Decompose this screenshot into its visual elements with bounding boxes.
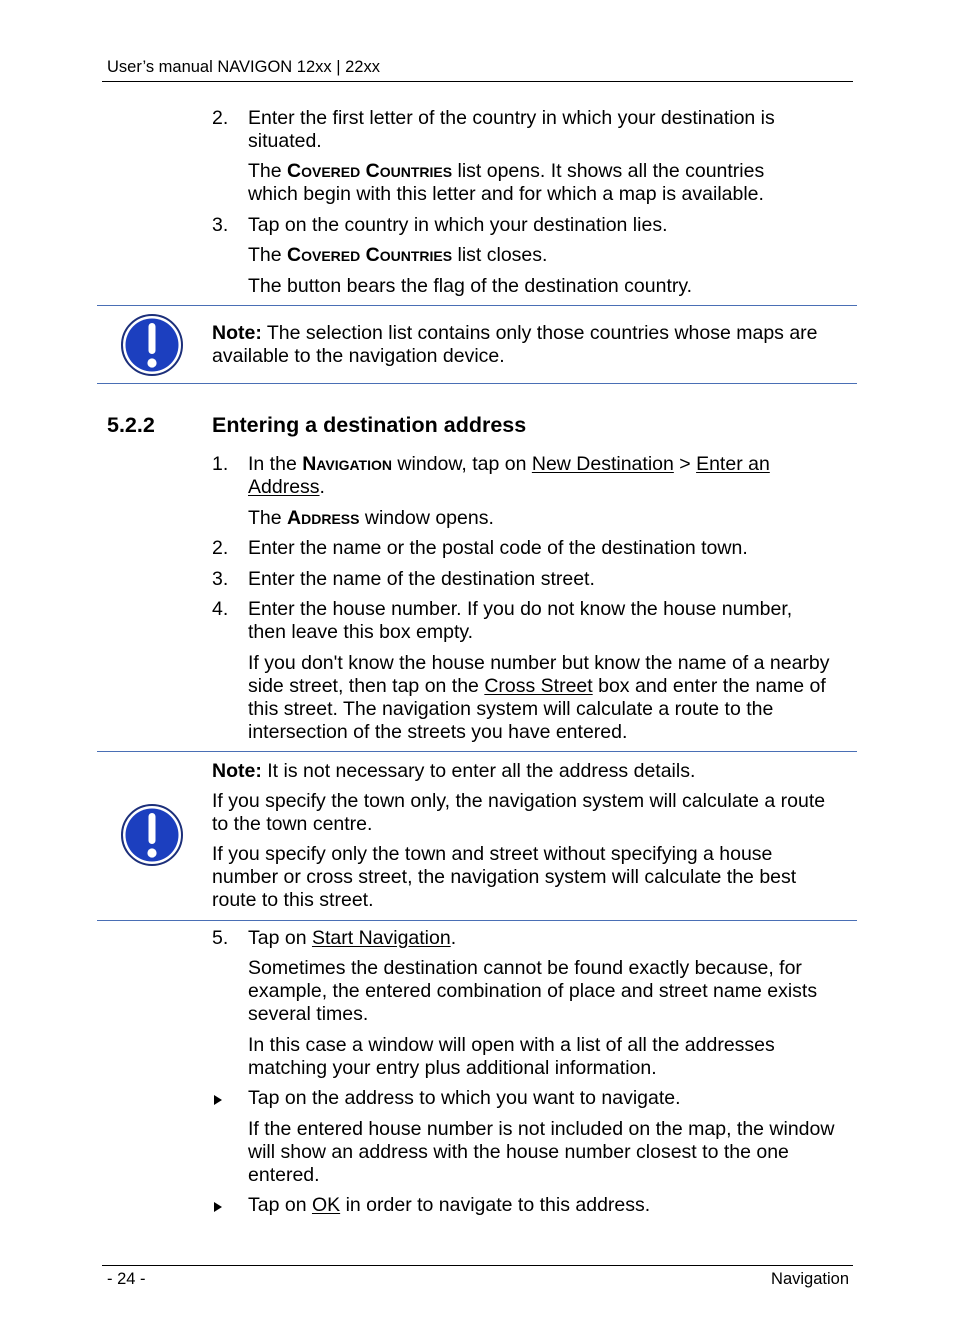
text-line: situated. (248, 130, 322, 152)
step-number: 3. (212, 568, 229, 590)
text: Tap on (248, 927, 312, 949)
start-navigation-button-ref: Start Navigation (311, 927, 451, 949)
text-line (248, 476, 770, 499)
step-text (248, 927, 456, 950)
text-line: Enter the house number. If you do not know the house number, (248, 598, 793, 620)
text-line: If you specify the town only, the navigation system will calculate a route (212, 790, 826, 812)
text-line: will show an address with the house number closest to the one (248, 1141, 789, 1163)
text-line: to the town centre. (212, 813, 373, 835)
step-text (248, 598, 792, 644)
note-text (212, 322, 818, 368)
bullet-text (248, 1194, 650, 1217)
note-paragraph (212, 843, 796, 912)
window-name: Covered Countries (287, 160, 453, 182)
triangle-bullet-icon (214, 1095, 222, 1105)
text-line: Sometimes the destination cannot be found exactly because, for (248, 957, 802, 979)
paragraph (248, 160, 764, 206)
text: box and enter the name of (592, 675, 826, 697)
text-line: If you specify only the town and street without specifying a house (212, 843, 773, 865)
step-text: Enter the name of the destination street. (248, 568, 595, 590)
text: The (248, 507, 288, 529)
note-label: Note: (212, 760, 262, 782)
paragraph (248, 507, 494, 530)
text-line: In this case a window will open with a list of all the addresses (248, 1034, 775, 1056)
note-rule-top (97, 751, 857, 752)
text: In the (248, 453, 303, 475)
window-name: Covered Countries (287, 244, 453, 266)
text-line: this street. The navigation system will calculate a route to the (248, 698, 774, 720)
text: side street, then tap on the (248, 675, 485, 697)
bullet-text: Tap on the address to which you want to navigate. (248, 1087, 681, 1109)
triangle-bullet-icon (214, 1202, 222, 1212)
step-text: Enter the name or the postal code of the destination town. (248, 537, 748, 559)
step-text: Tap on the country in which your destination lies. (248, 214, 668, 236)
note-rule-top (97, 305, 857, 306)
cross-street-button-ref: Cross Street (484, 675, 593, 697)
step-number: 1. (212, 453, 229, 475)
text: > (673, 453, 697, 475)
text-line: route to this street. (212, 889, 374, 911)
text: Tap on (248, 1194, 312, 1216)
step-number: 2. (212, 107, 229, 129)
enter-address-button-ref: Address (248, 476, 320, 498)
note-text (212, 760, 695, 783)
footer-section: Navigation (771, 1270, 849, 1288)
step-number: 5. (212, 927, 229, 949)
text: list closes. (452, 244, 548, 266)
ok-button-ref: OK (311, 1194, 341, 1216)
step-text (248, 107, 775, 153)
step-number: 4. (212, 598, 229, 620)
text-line: entered. (248, 1164, 320, 1186)
exclamation-icon (120, 803, 184, 867)
window-name: Navigation (302, 453, 393, 475)
page-number: - 24 - (107, 1270, 146, 1288)
header-rule (102, 81, 853, 82)
text: The (248, 244, 288, 266)
text-line: intersection of the streets you have entered. (248, 721, 628, 743)
paragraph: The button bears the flag of the destination country. (248, 275, 693, 297)
text: . (319, 476, 325, 498)
text-line (212, 322, 818, 345)
text: window, tap on (392, 453, 532, 475)
text-line: number or cross street, the navigation system will calculate the best (212, 866, 797, 888)
paragraph (248, 957, 817, 1026)
text: in order to navigate to this address. (340, 1194, 651, 1216)
text-line (248, 160, 764, 183)
step-text (248, 453, 770, 499)
text-line: If you don't know the house number but know the name of a nearby (248, 652, 830, 674)
text-line (248, 453, 770, 476)
text-line (248, 675, 830, 698)
text: list opens. It shows all the countries (452, 160, 765, 182)
paragraph (248, 1118, 834, 1187)
step-number: 3. (212, 214, 229, 236)
text: . (450, 927, 457, 949)
page-header: User’s manual NAVIGON 12xx | 22xx (107, 58, 380, 76)
text: It is not necessary to enter all the address details. (261, 760, 696, 782)
note-paragraph (212, 790, 825, 836)
text-line: If the entered house number is not included on the map, the window (248, 1118, 835, 1140)
note-rule-bottom (97, 920, 857, 921)
text-line: Enter the first letter of the country in which your destination is (248, 107, 775, 129)
new-destination-button-ref: New Destination (531, 453, 674, 475)
step-number: 2. (212, 537, 229, 559)
text-line: then leave this box empty. (248, 621, 474, 643)
paragraph (248, 1034, 775, 1080)
paragraph (248, 652, 830, 744)
enter-address-button-ref: Enter an (696, 453, 770, 475)
section-title: Entering a destination address (212, 413, 527, 437)
text-line: several times. (248, 1003, 369, 1025)
text-line: matching your entry plus additional information. (248, 1057, 657, 1079)
text-line: example, the entered combination of place and street name exists (248, 980, 818, 1002)
text-line: which begin with this letter and for which a map is available. (248, 183, 764, 205)
text: The (248, 160, 288, 182)
window-name: Address (287, 507, 360, 529)
footer-rule (102, 1265, 853, 1266)
note-rule-bottom (97, 383, 857, 384)
exclamation-icon (120, 313, 184, 377)
text-line: available to the navigation device. (212, 345, 505, 367)
paragraph (248, 244, 547, 267)
note-label: Note: (212, 322, 262, 344)
text: The selection list contains only those countries whose maps are (261, 322, 818, 344)
text: window opens. (359, 507, 494, 529)
section-number: 5.2.2 (107, 413, 155, 437)
